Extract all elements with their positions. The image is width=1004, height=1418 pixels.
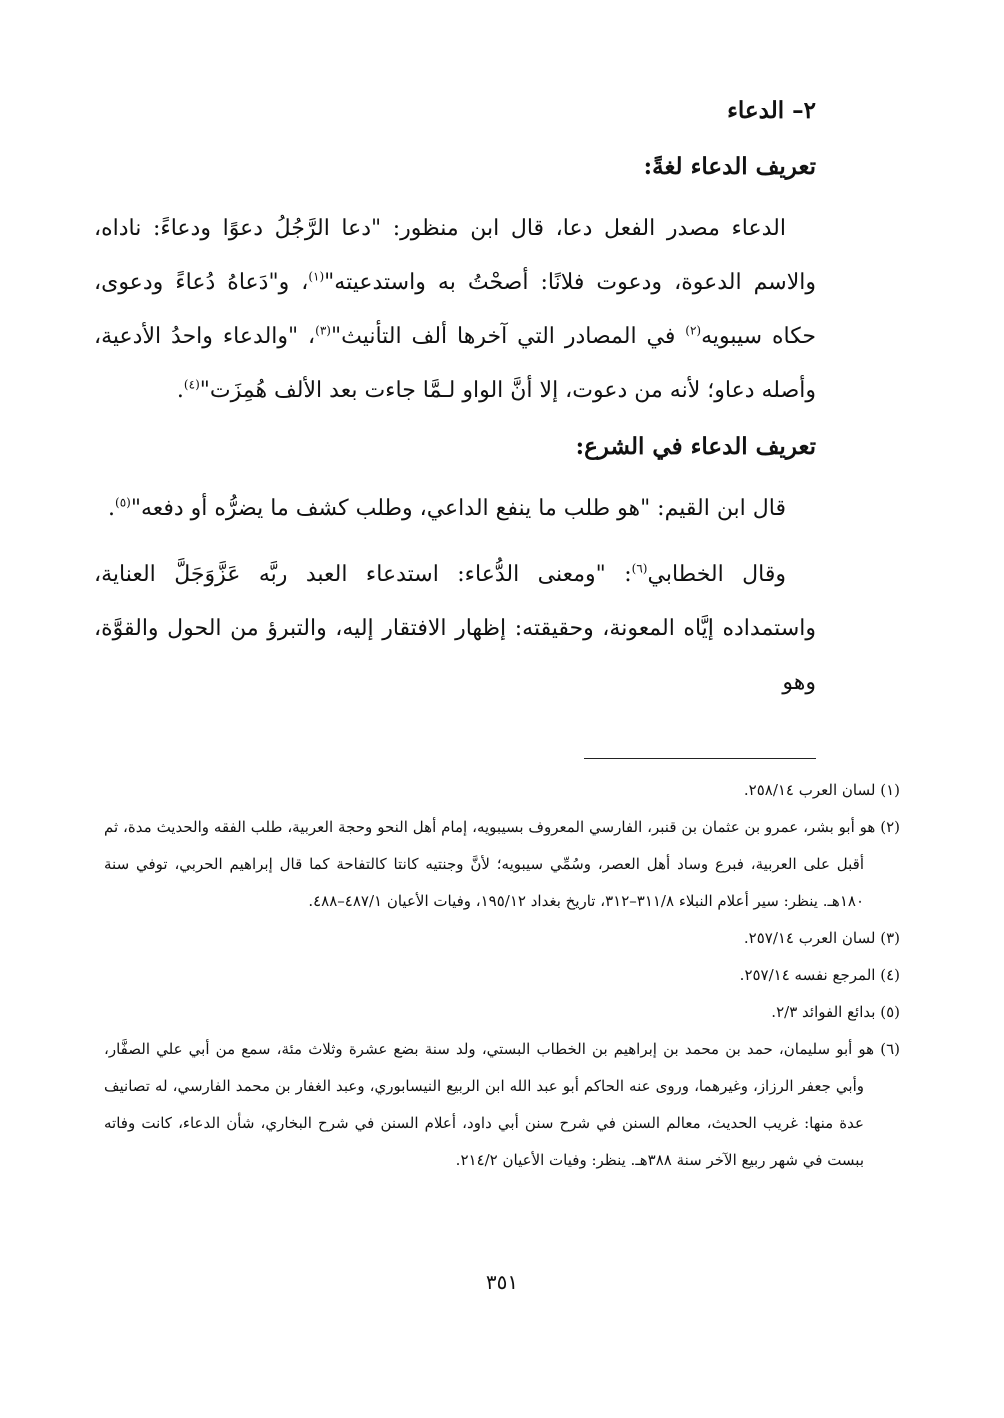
page-number: ٣٥١ xyxy=(485,1270,519,1294)
footnote-4: (٤) المرجع نفسه ٢٥٧/١٤. xyxy=(739,966,900,984)
para-text: في المصادر التي آخرها ألف التأنيث" xyxy=(330,324,686,349)
para-text: ، "والدعاء واحدُ الأدعية، وأصله دعاو؛ لأنه من دعوت، إلا أنَّ الواو لـمَّا جاءت بعد الألف هُمِزَت" xyxy=(94,324,816,403)
ibn-qayyim-paragraph xyxy=(94,482,816,536)
footnote-ref: (٤) xyxy=(183,377,200,392)
footnote-ref: (٦) xyxy=(631,561,648,576)
para-text: . xyxy=(176,378,184,403)
footnote-ref: (٣) xyxy=(315,323,331,338)
shar-definition-heading: تعريف الدعاء في الشرع: xyxy=(575,433,816,460)
lang-definition-heading: تعريف الدعاء لغةً: xyxy=(643,153,816,180)
para-text: قال ابن القيم: "هو طلب ما ينفع الداعي، وطلب كشف ما يضرُّه أو دفعه" xyxy=(130,496,786,521)
para-text: : "ومعنى الدُّعاء: استدعاء العبد ربَّه عَزَّوَجَلَّ العناية، واستمداده إيَّاه المعونة، وحقيقته: إظهار الافتقار إليه، والتبرؤ من الحول والقوَّة، وهو xyxy=(94,562,816,695)
footnote-ref: (٥) xyxy=(115,495,131,510)
khattabi-paragraph xyxy=(94,548,816,710)
main-text xyxy=(94,92,816,710)
lang-definition-paragraph xyxy=(94,202,816,418)
footnote-2: (٢) هو أبو بشر، عمرو بن عثمان بن قنبر، الفارسي المعروف بسيبويه، إمام أهل النحو وحجة العربية، طلب الفقه والحديث مدة، ثم أقبل على العربية، فبرع وساد أهل العصر، وسُمِّي سيبويه؛ لأنَّ وجنتيه كانتا كالتفاحة كما قال إبراهيم الحربي، توفي سنة ١٨٠هـ. ينظر: سير أعلام النبلاء ٣١١/٨–٣١٢، تاريخ بغداد ١٩٥/١٢، وفيات الأعيان ٤٨٧/١–٤٨٨. xyxy=(104,818,900,910)
footnote-1: (١) لسان العرب ٢٥٨/١٤. xyxy=(743,781,900,799)
footnote-3: (٣) لسان العرب ٢٥٧/١٤. xyxy=(743,929,900,947)
footnotes xyxy=(104,772,900,1179)
para-text: وقال الخطابي xyxy=(647,562,786,587)
para-text: ، و"دَعاهُ دُعاءً ودعوى، حكاه سيبويه xyxy=(94,270,817,349)
para-text: . xyxy=(108,496,115,521)
footnote-ref: (٢) xyxy=(685,323,702,338)
footnote-ref: (١) xyxy=(308,269,325,284)
para-text: الدعاء مصدر الفعل دعا، قال ابن منظور: "دعا الرَّجُلُ دعوًا ودعاءً: ناداه، والاسم الدعوة، ودعوت فلانًا: أصحْتُ به واستدعيته" xyxy=(94,216,816,295)
footnote-5: (٥) بدائع الفوائد ٢/٣. xyxy=(771,1003,900,1021)
footnote-6: (٦) هو أبو سليمان، حمد بن محمد بن إبراهيم بن الخطاب البستي، ولد سنة بضع عشرة وثلاث مئة، سمع من أبي علي الصفَّار، وأبي جعفر الرزاز، وغيرهما، وروى عنه الحاكم أبو عبد الله ابن الربيع النيسابوري، وعبد الغفار بن محمد الفارسي، له تصانيف عدة منها: غريب الحديث، معالم السنن في شرح سنن أبي داود، أعلام السنن في شرح البخاري، شأن الدعاء، كانت وفاته ببست في شهر ربيع الآخر سنة ٣٨٨هـ. ينظر: وفيات الأعيان ٢١٤/٢. xyxy=(104,1040,900,1169)
footnote-divider xyxy=(584,758,816,759)
section-heading: ٢– الدعاء xyxy=(727,97,816,124)
